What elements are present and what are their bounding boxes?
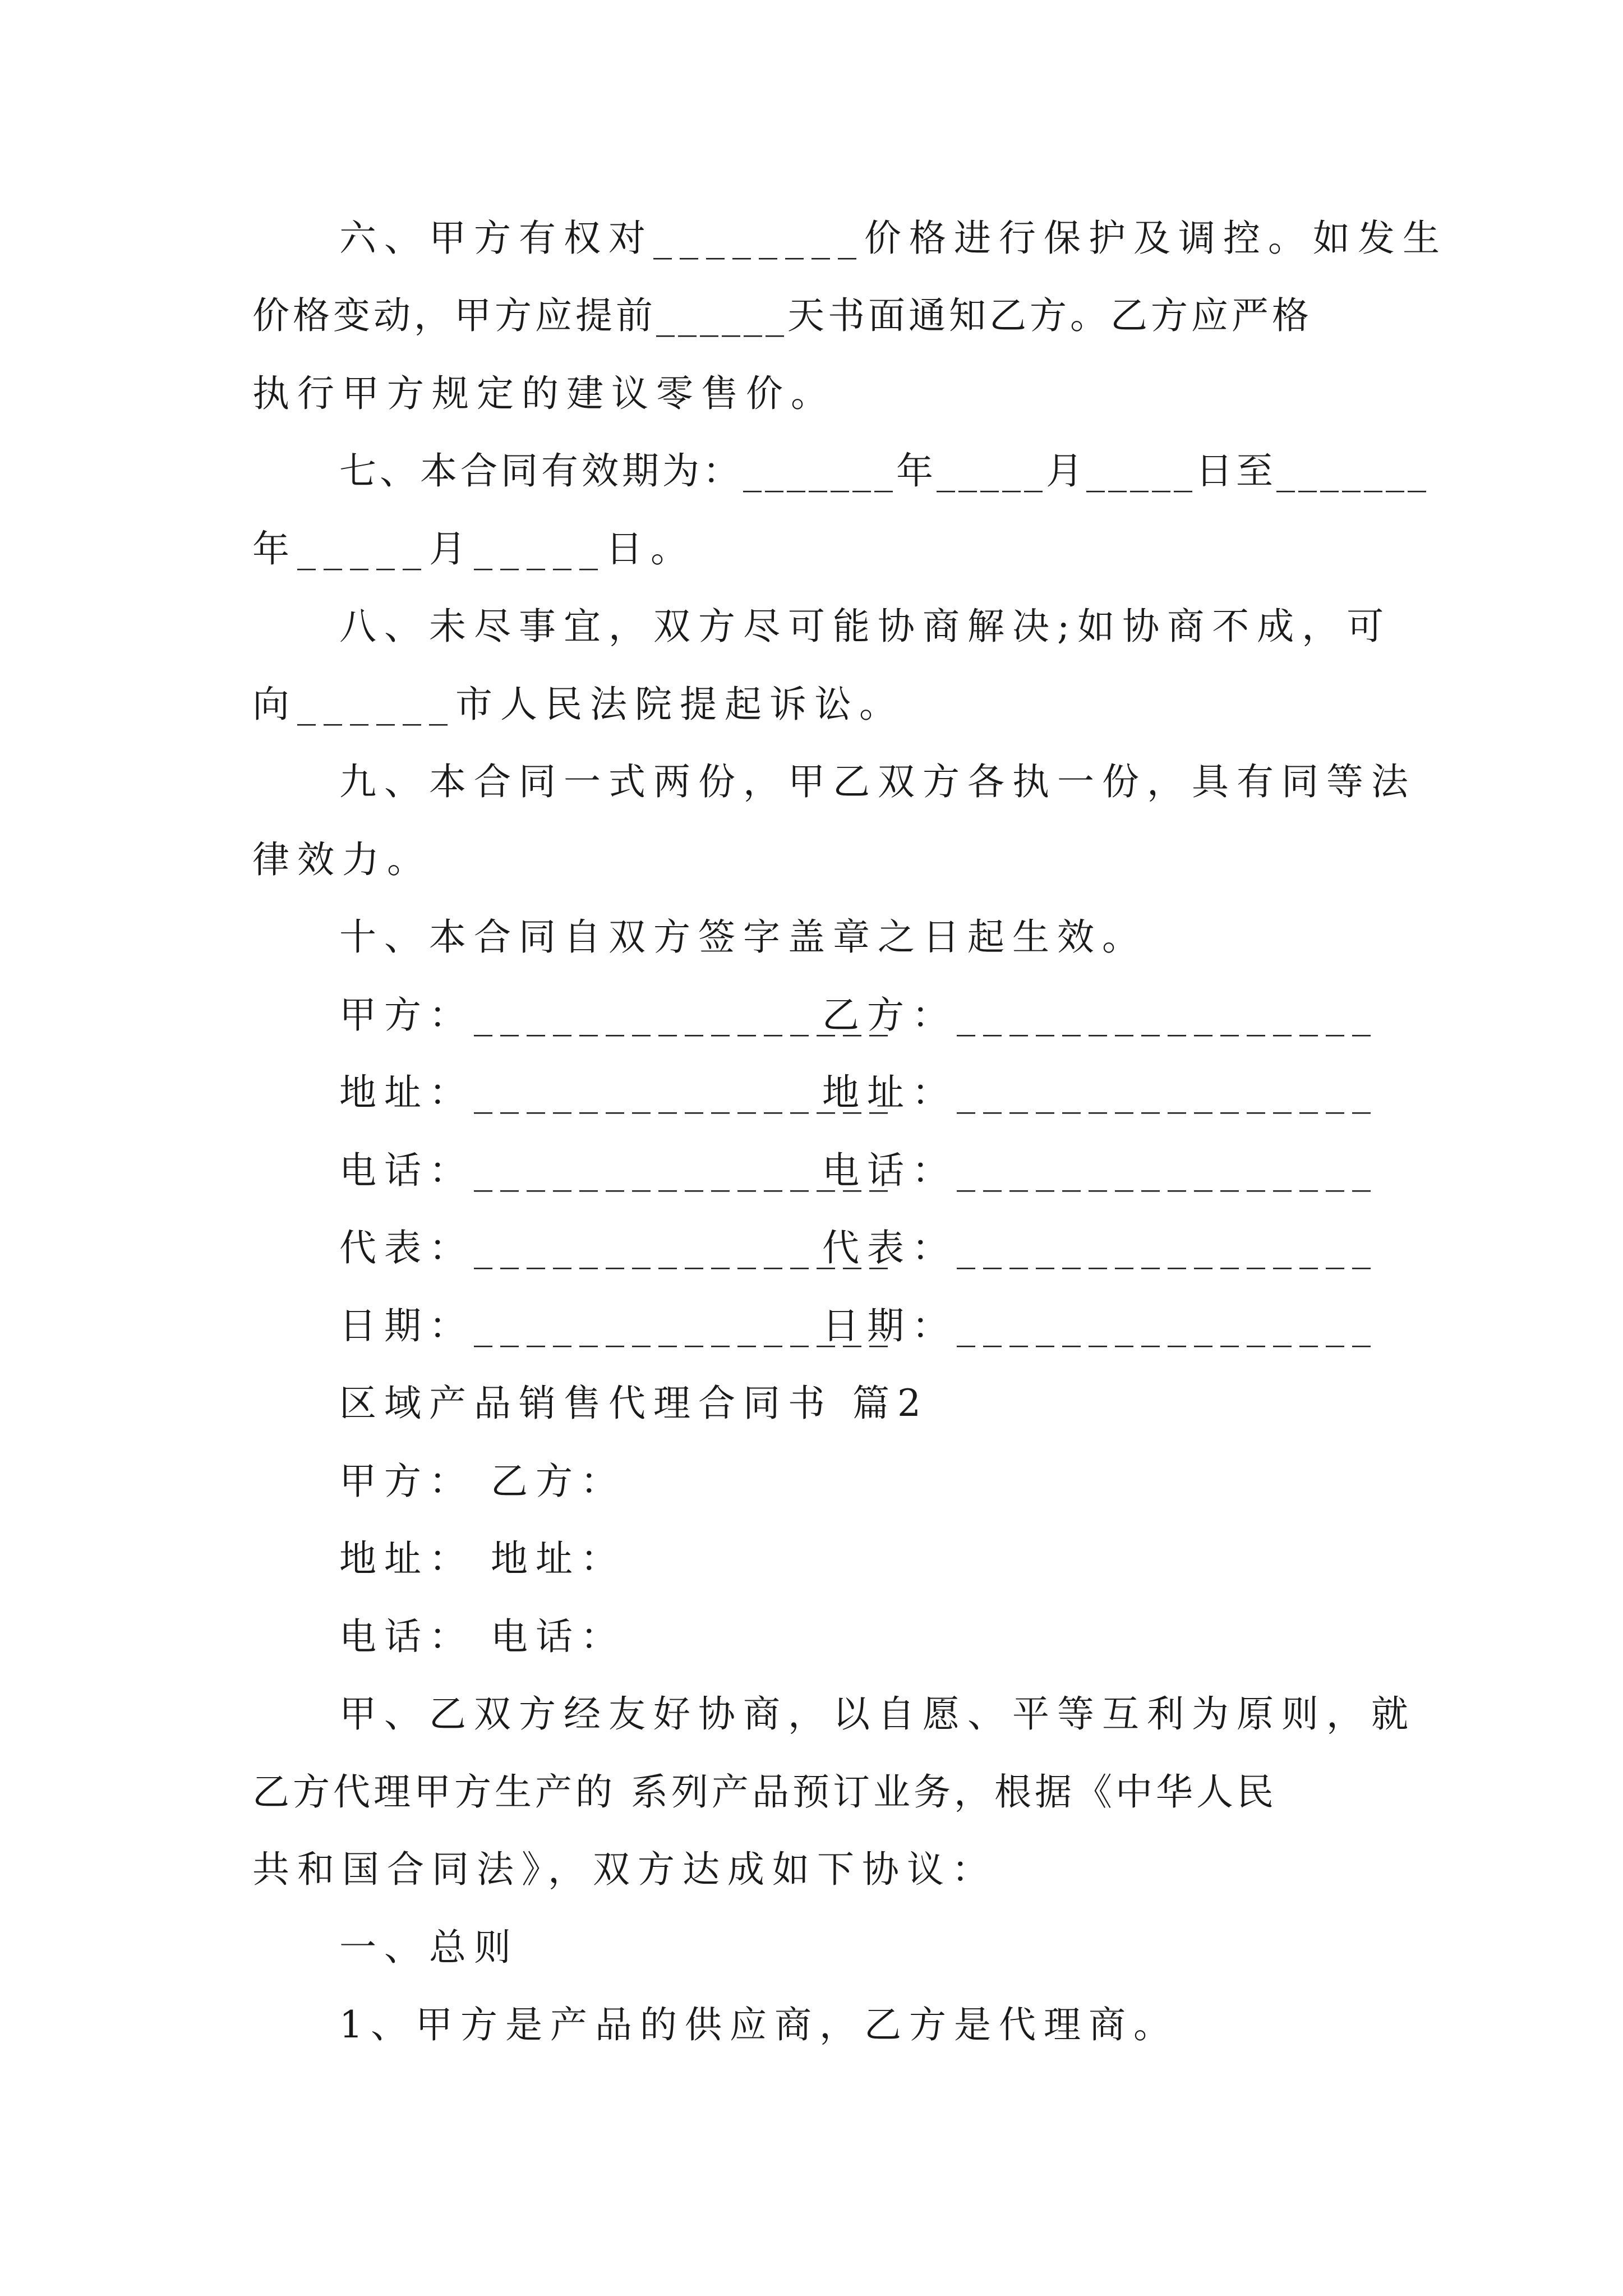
clause-6-line-1: 六、甲方有权对________价格进行保护及调控。如发生 — [339, 217, 1447, 260]
signature-row-representative — [0, 1220, 1623, 1276]
general-item-1: 1、甲方是产品的供应商，乙方是代理商。 — [339, 2003, 1178, 2046]
section-2-title: 区域产品销售代理合同书 篇2 — [339, 1382, 929, 1425]
signature-date-b: 日期：________________ — [822, 1304, 1378, 1347]
clause-8-line-1: 八、未尽事宜，双方尽可能协商解决;如协商不成，可 — [339, 605, 1392, 648]
signature-date-a: 日期：________________ — [339, 1304, 896, 1347]
clause-9-line-1: 九、本合同一式两份，甲乙双方各执一份，具有同等法 — [339, 760, 1416, 803]
signature-party-b: 乙方：________________ — [822, 993, 1378, 1037]
intro-line-3: 共和国合同法》，双方达成如下协议： — [252, 1848, 997, 1891]
intro-line-2: 乙方代理甲方生产的 系列产品预订业务，根据《中华人民 — [252, 1770, 1277, 1814]
signature-row-party — [0, 987, 1623, 1043]
signature-party-a: 甲方：________________ — [339, 993, 896, 1037]
party-b-label: 乙方： — [491, 1460, 625, 1503]
intro-line-1: 甲、乙双方经友好协商，以自愿、平等互利为原则，就 — [339, 1692, 1416, 1736]
signature-address-b: 地址：________________ — [822, 1071, 1378, 1114]
signature-phone-b: 电话：________________ — [822, 1149, 1378, 1192]
general-heading: 一、总则 — [339, 1926, 519, 1969]
clause-7-line-1: 七、本合同有效期为：_______年_____月_____日至_______ — [339, 449, 1430, 493]
party-row-phone — [0, 1609, 1623, 1665]
address-b-label: 地址： — [491, 1537, 625, 1580]
signature-row-phone — [0, 1143, 1623, 1199]
party-row-name — [0, 1453, 1623, 1510]
phone-b-label: 电话： — [491, 1615, 625, 1658]
clause-6-line-2: 价格变动，甲方应提前______天书面通知乙方。乙方应严格 — [252, 294, 1312, 337]
signature-address-a: 地址：________________ — [339, 1071, 896, 1114]
signature-row-date — [0, 1298, 1623, 1354]
party-a-label: 甲方： — [339, 1460, 474, 1503]
signature-row-address — [0, 1065, 1623, 1121]
signature-rep-a: 代表：________________ — [339, 1226, 896, 1269]
clause-9-line-2: 律效力。 — [252, 838, 432, 881]
party-row-address — [0, 1531, 1623, 1587]
address-a-label: 地址： — [339, 1537, 474, 1580]
clause-8-line-2: 向______市人民法院提起诉讼。 — [252, 683, 904, 726]
clause-7-line-2: 年_____月_____日。 — [252, 527, 695, 570]
clause-10: 十、本合同自双方签字盖章之日起生效。 — [339, 915, 1147, 959]
phone-a-label: 电话： — [339, 1615, 474, 1658]
signature-rep-b: 代表：________________ — [822, 1226, 1378, 1269]
signature-phone-a: 电话：________________ — [339, 1149, 896, 1192]
clause-6-line-3: 执行甲方规定的建议零售价。 — [252, 372, 836, 415]
